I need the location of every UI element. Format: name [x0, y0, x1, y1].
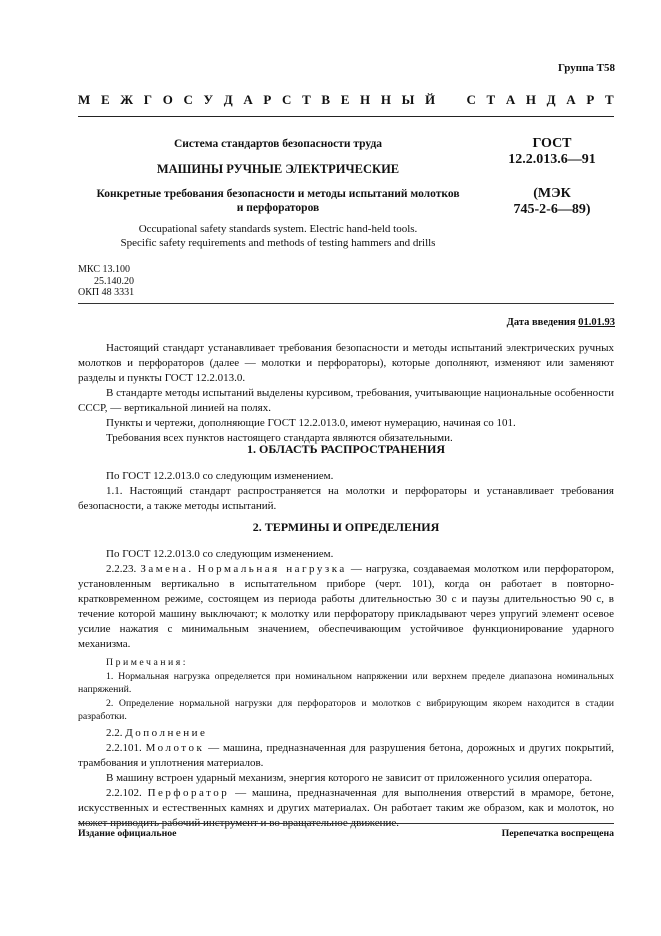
- standard-header: [78, 92, 614, 108]
- paragraph: В машину встроен ударный механизм, энергия которого не зависит от приложенного усилия оператора.: [106, 771, 593, 784]
- clause-number: 2.2.23.: [106, 563, 137, 575]
- date-label: Дата введения: [506, 317, 576, 328]
- okp-code: ОКП 48 3331: [78, 287, 135, 298]
- section-1-text: [78, 469, 614, 514]
- series-title: Система стандартов безопасности труда: [173, 138, 383, 150]
- spaced-term: Замена.: [140, 563, 194, 575]
- section-1-title: 1. ОБЛАСТЬ РАСПРОСТРАНЕНИЯ: [247, 442, 445, 456]
- header-letter: А: [566, 92, 576, 107]
- header-letter: М: [78, 92, 91, 107]
- header-letter: Р: [586, 92, 595, 107]
- mks-code-2: 25.140.20: [94, 275, 134, 287]
- header-letter: О: [162, 92, 173, 107]
- english-line-2: Specific safety requirements and methods of testing hammers and drills: [120, 237, 436, 249]
- header-letter: Т: [486, 92, 496, 107]
- section-2-text: [78, 547, 614, 831]
- paragraph-normal-load: [78, 562, 614, 652]
- intro-paragraph: В стандарте методы испытаний выделены курсивом, требования, учитывающие национальные особенности СССР, — вертикальной линией на полях.: [78, 387, 614, 414]
- header-letter: Е: [340, 92, 350, 107]
- clause-number: 2.2.101.: [106, 741, 142, 754]
- header-letter: Д: [546, 92, 556, 107]
- header-letter: А: [505, 92, 516, 107]
- note: 1. Нормальная нагрузка определяется при номинальном напряжении или верхнем пределе диапазона номинальных напряжений.: [78, 670, 614, 695]
- note: 2. Определение нормальной нагрузки для перфораторов и молотков с вибрирующим якорем находится в стадии разработки.: [78, 697, 614, 722]
- header-letter: [446, 92, 456, 108]
- english-title: [78, 222, 478, 250]
- clause-text: — нагрузка, создаваемая молотком или перфоратором, установленным вертикально в испытательном приборе (черт. 101), когда он работает в повторно-кратковременном режиме, состоящем из периода работы длительностью 30 с и паузы длительностью 90 с, в течение которой машину выключают; к молотку или перфоратору прикладывают через упругий элемент осевое усилие нажатия с минимальным значением, обеспечивающим устойчивое функционирование ударного механизма.: [78, 563, 615, 650]
- header-letter: С: [466, 92, 476, 107]
- effective-date: [507, 317, 615, 328]
- spaced-term: Перфоратор: [147, 786, 230, 799]
- header-letter: Й: [425, 92, 436, 107]
- gost-code: 12.2.013.6—91: [508, 152, 596, 167]
- subtitle-line-1: Конкретные требования безопасности и методы испытаний молотков: [96, 188, 460, 200]
- mks-code-1: МКС 13.100: [78, 264, 130, 275]
- header-letter: В: [321, 92, 331, 107]
- spaced-term: Молоток: [145, 741, 205, 754]
- subtitle: [78, 187, 478, 215]
- iec-label: (МЭК: [533, 186, 571, 201]
- header-letter: Н: [360, 92, 371, 107]
- intro-paragraph: Настоящий стандарт устанавливает требования безопасности и методы испытаний электрических ручных молотков и перфораторов (далее — молотки и перфораторы), которые дополняют, изменяют или заменяют разделы и пункты ГОСТ 12.2.013.0.: [78, 342, 614, 384]
- header-letter: Ж: [120, 92, 134, 107]
- clause-text: — машина, предназначенная для выполнения отверстий в мраморе, бетоне, искусственных и естественных камнях и других материалах. Он работает таким же образом, как и молоток, но может приводить рабочий инструмент и во вращательное движение.: [78, 786, 614, 829]
- footer-reprint-prohibited: Перепечатка воспрещена: [501, 828, 614, 839]
- intro-text: [78, 341, 614, 446]
- header-letter: Ы: [401, 92, 415, 107]
- header-letter: Т: [604, 92, 614, 107]
- header-letter: Н: [525, 92, 537, 107]
- codes-rule: [78, 303, 614, 304]
- header-letter: Г: [143, 92, 153, 107]
- paragraph: 1.1. Настоящий стандарт распространяется на молотки и перфораторы и устанавливает требования безопасности, а также методы испытаний.: [78, 485, 614, 512]
- intro-paragraph: Требования всех пунктов настоящего стандарта являются обязательными.: [106, 432, 453, 444]
- iec-number: [490, 186, 614, 218]
- header-letter: Т: [302, 92, 311, 107]
- header-letter: А: [243, 92, 253, 107]
- paragraph-hammer: [78, 741, 614, 771]
- intro-paragraph: Пункты и чертежи, дополняющие ГОСТ 12.2.013.0, имеют нумерацию, начиная со 101.: [106, 417, 516, 429]
- spaced-term: Дополнение: [125, 726, 208, 739]
- spaced-term: Нормальная нагрузка: [197, 563, 347, 575]
- footer-rule: [78, 823, 614, 824]
- subtitle-line-2: и перфораторов: [236, 202, 320, 214]
- header-rule: [78, 116, 614, 117]
- clause-text: — машина, предназначенная для разрушения бетона, дорожных и других покрытий, трамбования и уплотнения материалов.: [78, 741, 614, 769]
- header-letter: Н: [380, 92, 391, 107]
- paragraph-addition: [78, 726, 614, 741]
- main-title: МАШИНЫ РУЧНЫЕ ЭЛЕКТРИЧЕСКИЕ: [156, 162, 400, 176]
- header-letter: Р: [263, 92, 272, 107]
- header-letter: С: [183, 92, 193, 107]
- english-line-1: Occupational safety standards system. Electric hand-held tools.: [138, 223, 418, 235]
- footer-official-edition: Издание официальное: [78, 828, 177, 839]
- paragraph: По ГОСТ 12.2.013.0 со следующим изменением.: [106, 470, 334, 482]
- group-code: Группа Т58: [557, 62, 615, 74]
- classification-codes: [78, 264, 134, 299]
- header-letter: Е: [100, 92, 110, 107]
- header-letter: Д: [223, 92, 233, 107]
- iec-code: 745-2-6—89): [513, 202, 591, 217]
- clause-number: 2.2.: [106, 726, 123, 739]
- notes-label: Примечания:: [106, 657, 189, 668]
- gost-label: ГОСТ: [532, 136, 572, 151]
- paragraph: По ГОСТ 12.2.013.0 со следующим изменением.: [106, 548, 334, 560]
- header-letter: С: [282, 92, 292, 107]
- section-2-title: 2. ТЕРМИНЫ И ОПРЕДЕЛЕНИЯ: [252, 520, 440, 534]
- date-value: 01.01.93: [578, 317, 615, 328]
- header-letter: У: [203, 92, 214, 107]
- clause-number: 2.2.102.: [106, 786, 142, 799]
- gost-number: [490, 136, 614, 168]
